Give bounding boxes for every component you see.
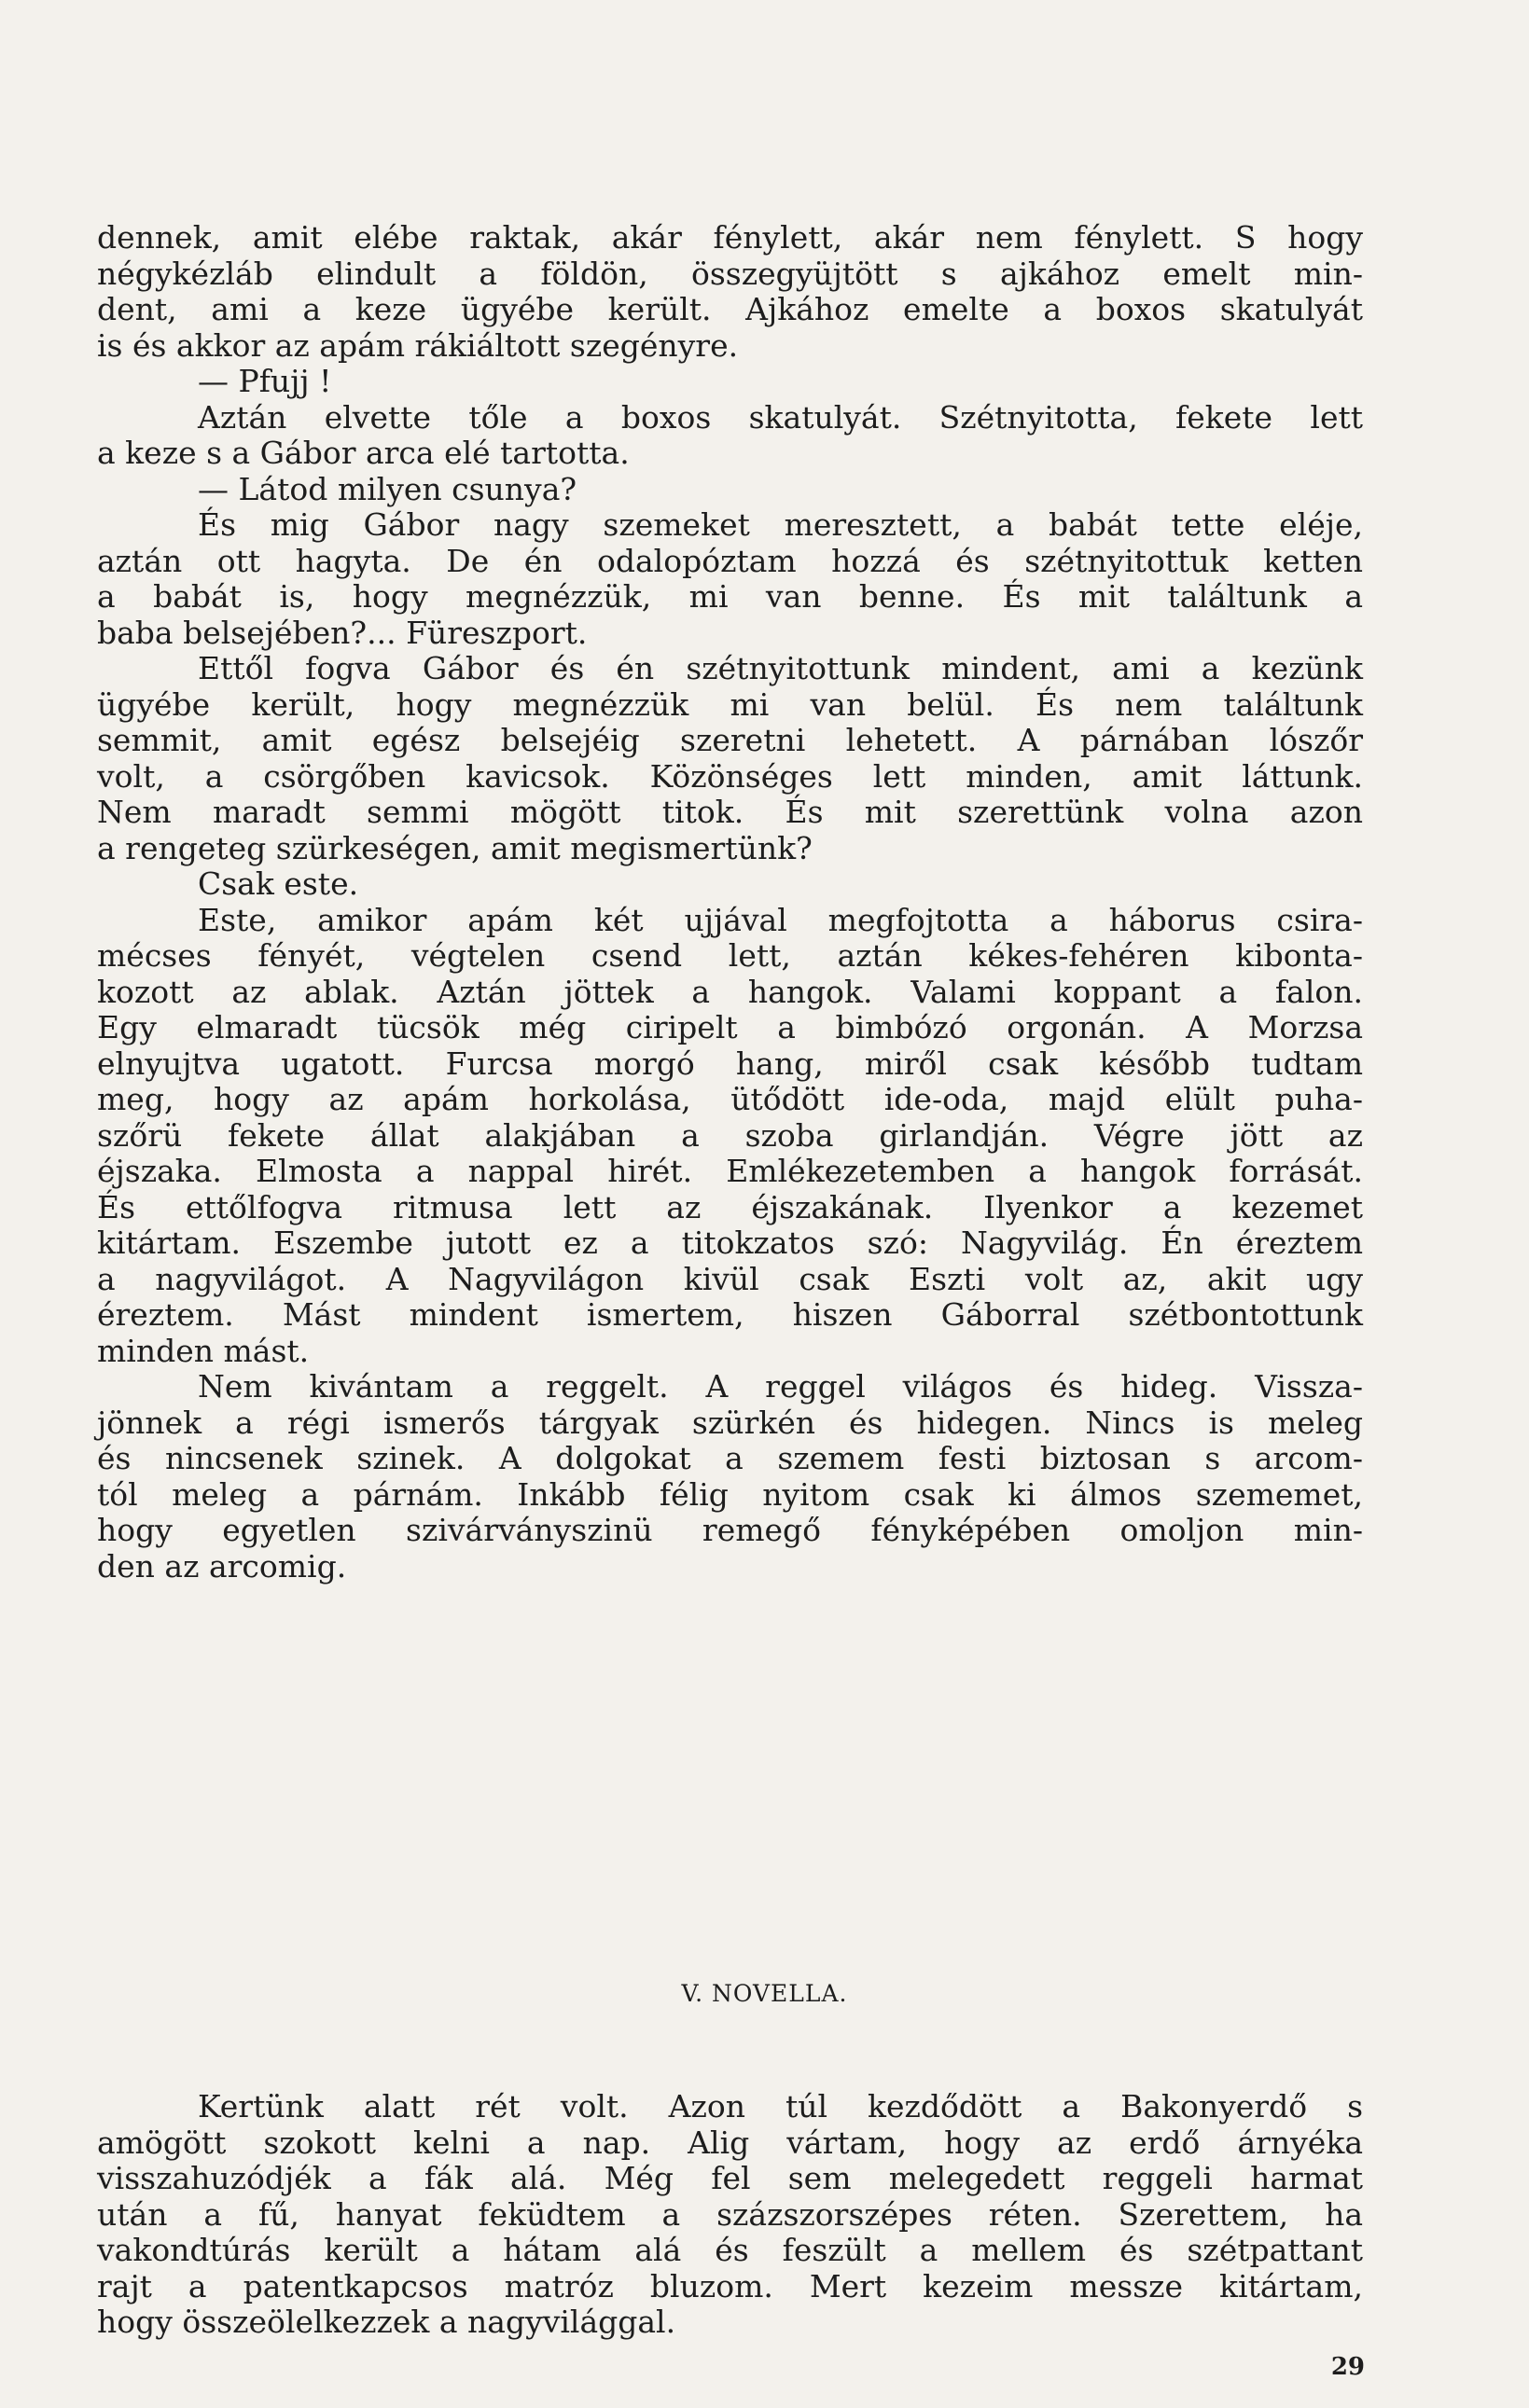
text-line: tól meleg a párnám. Inkább félig nyitom csak ki álmos szememet, — [97, 1475, 1363, 1513]
text-line: volt, a csörgőben kavicsok. Közönséges lett minden, amit láttunk. — [97, 757, 1363, 795]
chapter-text-2 — [97, 2089, 1363, 2341]
text-line: kozott az ablak. Aztán jöttek a hangok. Valami koppant a falon. — [97, 973, 1363, 1010]
dialog-line: — Pfujj ! — [198, 363, 332, 399]
paragraph-start: Este, amikor apám két ujjával megfojtotta a háborus csira- — [198, 901, 1363, 938]
text-line: a rengeteg szürkeségen, amit megismertünk? — [97, 829, 813, 866]
text-line: szőrü fekete állat alakjában a szoba girlandján. Végre jött az — [97, 1116, 1363, 1154]
text-line: a nagyvilágot. A Nagyvilágon kivül csak Eszti volt az, akit ugy — [97, 1260, 1363, 1297]
text-line: meg, hogy az apám horkolása, ütődött ide-oda, majd elült puha- — [97, 1081, 1363, 1117]
text-line: után a fű, hanyat feküdtem a százszorszépes réten. Szerettem, ha — [97, 2195, 1363, 2233]
text-line: baba belsejében?... Füreszport. — [97, 614, 588, 651]
text-line: kitártam. Eszembe jutott ez a titokzatos szó: Nagyvilág. Én éreztem — [97, 1225, 1363, 1261]
text-line: a keze s a Gábor arca elé tartotta. — [97, 435, 630, 471]
text-line: hogy összeölelkezzek a nagyvilággal. — [97, 2304, 676, 2340]
page-number: 29 — [1330, 2353, 1365, 2381]
text-line: Egy elmaradt tücsök még ciripelt a bimbózó orgonán. A Morzsa — [97, 1009, 1363, 1045]
text-line: is és akkor az apám rákiáltott szegényre. — [97, 326, 739, 364]
text-line: minden mást. — [97, 1332, 310, 1369]
text-line: És ettőlfogva ritmusa lett az éjszakának. Ilyenkor a kezemet — [97, 1188, 1363, 1225]
paragraph-start: És mig Gábor nagy szemeket meresztett, a babát tette eléje, — [198, 506, 1363, 543]
text-line: dent, ami a keze ügyébe került. Ajkához emelte a boxos skatulyát — [97, 291, 1363, 327]
text-line: éjszaka. Elmosta a nappal hirét. Emlékezetemben a hangok forrását. — [97, 1153, 1363, 1189]
text-line: den az arcomig. — [97, 1547, 347, 1585]
paragraph-start: Aztán elvette tőle a boxos skatulyát. Szétnyitotta, fekete lett — [198, 398, 1363, 436]
paragraph-start: Ettől fogva Gábor és én szétnyitottunk mindent, ami a kezünk — [198, 650, 1363, 686]
chapter-heading: V. NOVELLA. — [681, 1980, 848, 2007]
text-line: visszahuzódjék a fák alá. Még fel sem melegedett reggeli harmat — [97, 2160, 1363, 2196]
text-line: rajt a patentkapcsos matróz bluzom. Mert kezeim messze kitártam, — [97, 2267, 1363, 2304]
paragraph-start: Nem kivántam a reggelt. A reggel világos és hideg. Vissza- — [198, 1368, 1363, 1405]
paragraph-start: Kertünk alatt rét volt. Azon túl kezdődött a Bakonyerdő s — [198, 2088, 1363, 2124]
text-line: vakondtúrás került a hátam alá és feszült a mellem és szétpattant — [97, 2232, 1363, 2268]
chapter-text — [97, 220, 1363, 1585]
paragraph-start: Csak este. — [198, 865, 359, 902]
text-line: négykézláb elindult a földön, összegyüjtött s ajkához emelt min- — [97, 255, 1363, 292]
text-line: mécses fényét, végtelen csend lett, aztán kékes-fehéren kibonta- — [97, 937, 1363, 974]
text-line: és nincsenek szinek. A dolgokat a szemem festi biztosan s arcom- — [97, 1440, 1363, 1476]
dialog-line: — Látod milyen csunya? — [198, 470, 577, 507]
text-line: aztán ott hagyta. De én odalopóztam hozzá és szétnyitottuk ketten — [97, 542, 1363, 579]
text-line: ügyébe került, hogy megnézzük mi van belül. És nem találtunk — [97, 685, 1363, 723]
text-line: a babát is, hogy megnézzük, mi van benne. És mit találtunk a — [97, 578, 1363, 615]
text-line: jönnek a régi ismerős tárgyak szürkén és hidegen. Nincs is meleg — [97, 1404, 1363, 1441]
text-line: éreztem. Mást mindent ismertem, hiszen Gáborral szétbontottunk — [97, 1296, 1363, 1333]
text-line: Nem maradt semmi mögött titok. És mit szerettünk volna azon — [97, 794, 1363, 830]
text-line: dennek, amit elébe raktak, akár fénylett, akár nem fénylett. S hogy — [97, 219, 1363, 256]
text-line: amögött szokott kelni a nap. Alig vártam, hogy az erdő árnyéka — [97, 2124, 1363, 2161]
text-line: hogy egyetlen szivárványszinü remegő fényképében omoljon min- — [97, 1512, 1363, 1548]
text-line: elnyujtva ugatott. Furcsa morgó hang, miről csak később tudtam — [97, 1045, 1363, 1082]
text-line: semmit, amit egész belsejéig szeretni lehetett. A párnában lószőr — [97, 722, 1363, 758]
